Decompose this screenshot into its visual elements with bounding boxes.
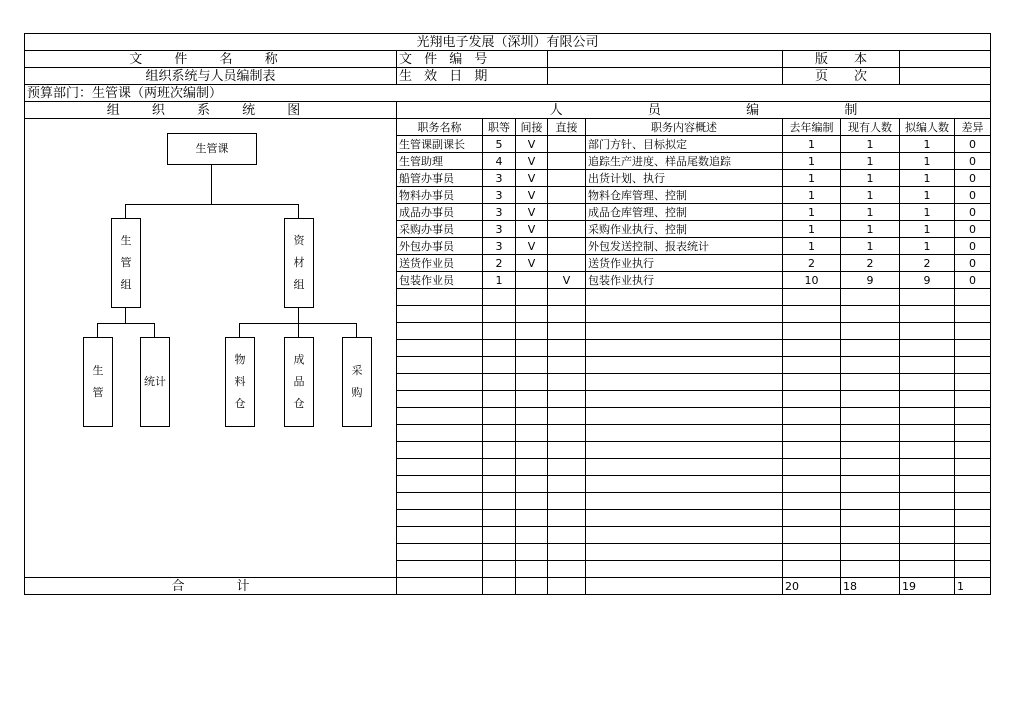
cell-empty <box>586 459 783 476</box>
cell-empty <box>955 340 991 357</box>
cell-empty <box>900 476 955 493</box>
cell-empty <box>548 459 586 476</box>
cell-grade: 5 <box>483 136 516 153</box>
cell-last: 2 <box>783 255 841 272</box>
cell-empty <box>900 527 955 544</box>
page-value <box>900 68 991 85</box>
cell-empty <box>483 578 516 595</box>
staffing-title-4: 制 <box>844 102 858 118</box>
cell-empty <box>900 561 955 578</box>
cell-empty <box>483 527 516 544</box>
cell-empty <box>783 357 841 374</box>
cell-empty <box>548 391 586 408</box>
cell-direct <box>548 187 586 204</box>
org-box-group-b: 资 材 组 <box>284 218 314 308</box>
org-line <box>211 164 212 204</box>
cell-empty <box>900 357 955 374</box>
cell-diff: 0 <box>955 170 991 187</box>
cell-empty <box>783 340 841 357</box>
cell-empty <box>548 374 586 391</box>
staffing-title-2: 员 <box>647 102 661 118</box>
cell-last: 1 <box>783 204 841 221</box>
cell-empty <box>783 527 841 544</box>
version-label: 版 本 <box>783 51 900 68</box>
cell-empty <box>516 357 548 374</box>
cell-empty <box>397 510 483 527</box>
col-header-direct: 直接 <box>548 119 586 136</box>
cell-empty <box>548 578 586 595</box>
total-last: 20 <box>783 578 841 595</box>
org-staffing-form <box>24 33 990 595</box>
cell-title: 采购办事员 <box>397 221 483 238</box>
cell-empty <box>516 476 548 493</box>
cell-last: 10 <box>783 272 841 289</box>
org-box-b2: 成 品 仓 <box>284 337 314 427</box>
cell-empty <box>483 323 516 340</box>
cell-planned: 1 <box>900 136 955 153</box>
cell-empty <box>841 544 900 561</box>
org-box-a2: 统计 <box>140 337 170 427</box>
cell-empty <box>783 289 841 306</box>
cell-empty <box>516 561 548 578</box>
total-planned: 19 <box>900 578 955 595</box>
cell-empty <box>841 510 900 527</box>
page-label: 页 次 <box>783 68 900 85</box>
cell-diff: 0 <box>955 204 991 221</box>
cell-empty <box>397 357 483 374</box>
org-line <box>125 204 298 205</box>
cell-grade: 3 <box>483 221 516 238</box>
cell-direct <box>548 136 586 153</box>
cell-empty <box>548 442 586 459</box>
cell-empty <box>516 323 548 340</box>
cell-last: 1 <box>783 153 841 170</box>
cell-current: 1 <box>841 221 900 238</box>
budget-dept: 预算部门：生管课（两班次编制） <box>25 85 991 102</box>
cell-empty <box>483 391 516 408</box>
cell-empty <box>955 306 991 323</box>
cell-empty <box>900 391 955 408</box>
cell-empty <box>783 425 841 442</box>
cell-empty <box>900 374 955 391</box>
cell-current: 9 <box>841 272 900 289</box>
cell-desc: 物料仓库管理、控制 <box>586 187 783 204</box>
org-line <box>239 323 240 337</box>
cell-empty <box>900 289 955 306</box>
cell-indirect: V <box>516 221 548 238</box>
org-chart-area <box>25 119 397 578</box>
cell-empty <box>548 323 586 340</box>
cell-planned: 1 <box>900 238 955 255</box>
cell-current: 2 <box>841 255 900 272</box>
cell-empty <box>900 425 955 442</box>
cell-empty <box>586 289 783 306</box>
cell-empty <box>397 425 483 442</box>
cell-title: 包装作业员 <box>397 272 483 289</box>
cell-empty <box>483 476 516 493</box>
cell-empty <box>783 493 841 510</box>
cell-empty <box>841 442 900 459</box>
cell-empty <box>783 442 841 459</box>
cell-empty <box>516 442 548 459</box>
cell-empty <box>483 561 516 578</box>
doc-name-label: 文 件 名 称 <box>25 51 397 68</box>
cell-empty <box>955 425 991 442</box>
cell-empty <box>548 408 586 425</box>
cell-empty <box>955 544 991 561</box>
cell-empty <box>397 374 483 391</box>
cell-indirect <box>516 272 548 289</box>
cell-current: 1 <box>841 187 900 204</box>
cell-empty <box>586 510 783 527</box>
cell-empty <box>397 493 483 510</box>
company-name: 光翔电子发展（深圳）有限公司 <box>25 34 991 51</box>
org-box-group-a: 生 管 组 <box>111 218 141 308</box>
cell-empty <box>586 578 783 595</box>
cell-empty <box>841 476 900 493</box>
cell-empty <box>548 289 586 306</box>
cell-diff: 0 <box>955 238 991 255</box>
cell-empty <box>955 391 991 408</box>
cell-desc: 出货计划、执行 <box>586 170 783 187</box>
cell-planned: 2 <box>900 255 955 272</box>
cell-empty <box>900 323 955 340</box>
cell-empty <box>841 527 900 544</box>
cell-title: 物料办事员 <box>397 187 483 204</box>
cell-current: 1 <box>841 170 900 187</box>
staffing-title <box>397 102 991 119</box>
cell-empty <box>516 527 548 544</box>
cell-empty <box>483 510 516 527</box>
version-value <box>900 51 991 68</box>
cell-title: 成品办事员 <box>397 204 483 221</box>
form-table <box>24 33 991 595</box>
cell-planned: 1 <box>900 204 955 221</box>
cell-empty <box>586 561 783 578</box>
cell-empty <box>955 323 991 340</box>
doc-no-label: 文 件 编 号 <box>397 51 548 68</box>
cell-empty <box>955 493 991 510</box>
cell-empty <box>783 391 841 408</box>
cell-planned: 9 <box>900 272 955 289</box>
cell-empty <box>586 442 783 459</box>
cell-title: 船管办事员 <box>397 170 483 187</box>
cell-empty <box>586 374 783 391</box>
cell-indirect: V <box>516 238 548 255</box>
org-box-root: 生管课 <box>167 133 257 165</box>
cell-empty <box>900 408 955 425</box>
cell-empty <box>841 357 900 374</box>
col-header-planned: 拟编人数 <box>900 119 955 136</box>
cell-empty <box>586 357 783 374</box>
cell-empty <box>397 527 483 544</box>
org-line <box>125 204 126 218</box>
cell-empty <box>900 459 955 476</box>
cell-empty <box>516 459 548 476</box>
cell-empty <box>955 289 991 306</box>
cell-empty <box>483 442 516 459</box>
cell-empty <box>841 289 900 306</box>
cell-direct <box>548 204 586 221</box>
cell-title: 送货作业员 <box>397 255 483 272</box>
cell-empty <box>516 391 548 408</box>
cell-empty <box>548 340 586 357</box>
cell-empty <box>841 493 900 510</box>
cell-grade: 3 <box>483 238 516 255</box>
cell-desc: 成品仓库管理、控制 <box>586 204 783 221</box>
staffing-title-1: 人 <box>549 102 563 118</box>
cell-last: 1 <box>783 221 841 238</box>
cell-empty <box>548 425 586 442</box>
col-header-desc: 职务内容概述 <box>586 119 783 136</box>
col-header-title: 职务名称 <box>397 119 483 136</box>
col-header-grade: 职等 <box>483 119 516 136</box>
cell-grade: 3 <box>483 187 516 204</box>
cell-empty <box>397 578 483 595</box>
cell-desc: 送货作业执行 <box>586 255 783 272</box>
cell-empty <box>955 459 991 476</box>
cell-empty <box>516 425 548 442</box>
org-line <box>97 323 98 337</box>
cell-empty <box>955 442 991 459</box>
cell-empty <box>841 561 900 578</box>
cell-empty <box>955 510 991 527</box>
cell-empty <box>586 408 783 425</box>
col-header-indirect: 间接 <box>516 119 548 136</box>
cell-empty <box>841 323 900 340</box>
cell-planned: 1 <box>900 187 955 204</box>
cell-desc: 采购作业执行、控制 <box>586 221 783 238</box>
org-line <box>298 204 299 218</box>
cell-empty <box>586 493 783 510</box>
cell-empty <box>483 408 516 425</box>
cell-empty <box>483 357 516 374</box>
effective-date-label: 生 效 日 期 <box>397 68 548 85</box>
cell-last: 1 <box>783 136 841 153</box>
cell-empty <box>397 289 483 306</box>
cell-empty <box>955 561 991 578</box>
cell-last: 1 <box>783 238 841 255</box>
col-header-current: 现有人数 <box>841 119 900 136</box>
cell-empty <box>955 374 991 391</box>
org-box-b1: 物 料 仓 <box>225 337 255 427</box>
cell-grade: 1 <box>483 272 516 289</box>
cell-planned: 1 <box>900 170 955 187</box>
cell-indirect: V <box>516 136 548 153</box>
cell-empty <box>586 544 783 561</box>
org-line <box>298 323 299 337</box>
cell-indirect: V <box>516 153 548 170</box>
cell-empty <box>548 476 586 493</box>
cell-grade: 2 <box>483 255 516 272</box>
cell-empty <box>397 323 483 340</box>
cell-title: 外包办事员 <box>397 238 483 255</box>
cell-empty <box>841 374 900 391</box>
cell-empty <box>516 510 548 527</box>
doc-no-value <box>548 51 783 68</box>
cell-empty <box>586 323 783 340</box>
cell-empty <box>586 306 783 323</box>
cell-direct <box>548 170 586 187</box>
cell-empty <box>397 459 483 476</box>
cell-empty <box>841 408 900 425</box>
cell-diff: 0 <box>955 187 991 204</box>
cell-empty <box>900 544 955 561</box>
cell-empty <box>586 476 783 493</box>
cell-empty <box>397 306 483 323</box>
cell-current: 1 <box>841 136 900 153</box>
cell-empty <box>516 289 548 306</box>
cell-empty <box>397 561 483 578</box>
cell-empty <box>397 391 483 408</box>
cell-empty <box>548 510 586 527</box>
org-line <box>154 323 155 337</box>
col-header-diff: 差异 <box>955 119 991 136</box>
cell-indirect: V <box>516 187 548 204</box>
cell-last: 1 <box>783 170 841 187</box>
cell-diff: 0 <box>955 153 991 170</box>
cell-last: 1 <box>783 187 841 204</box>
org-line <box>298 307 299 323</box>
cell-empty <box>397 408 483 425</box>
cell-empty <box>483 425 516 442</box>
cell-empty <box>548 306 586 323</box>
cell-empty <box>955 357 991 374</box>
cell-empty <box>783 561 841 578</box>
cell-diff: 0 <box>955 136 991 153</box>
cell-grade: 4 <box>483 153 516 170</box>
cell-empty <box>900 510 955 527</box>
cell-desc: 外包发送控制、报表统计 <box>586 238 783 255</box>
cell-empty <box>548 561 586 578</box>
cell-empty <box>841 391 900 408</box>
total-label: 合 计 <box>25 578 397 595</box>
cell-empty <box>397 442 483 459</box>
cell-empty <box>483 340 516 357</box>
cell-direct <box>548 238 586 255</box>
total-current: 18 <box>841 578 900 595</box>
cell-empty <box>841 340 900 357</box>
cell-empty <box>955 408 991 425</box>
org-line <box>125 307 126 323</box>
cell-empty <box>586 340 783 357</box>
cell-diff: 0 <box>955 272 991 289</box>
cell-empty <box>955 476 991 493</box>
cell-direct <box>548 255 586 272</box>
cell-empty <box>841 306 900 323</box>
cell-empty <box>516 493 548 510</box>
cell-empty <box>516 544 548 561</box>
cell-diff: 0 <box>955 221 991 238</box>
cell-empty <box>483 374 516 391</box>
cell-diff: 0 <box>955 255 991 272</box>
cell-empty <box>783 306 841 323</box>
org-chart-title: 组 织 系 统 图 <box>25 102 397 119</box>
org-chart <box>25 119 397 578</box>
cell-empty <box>783 459 841 476</box>
cell-empty <box>483 289 516 306</box>
cell-indirect: V <box>516 255 548 272</box>
cell-empty <box>783 374 841 391</box>
cell-empty <box>900 493 955 510</box>
cell-desc: 追踪生产进度、样品尾数追踪 <box>586 153 783 170</box>
cell-empty <box>548 357 586 374</box>
cell-title: 生管助理 <box>397 153 483 170</box>
cell-direct <box>548 153 586 170</box>
cell-empty <box>516 340 548 357</box>
cell-grade: 3 <box>483 204 516 221</box>
effective-date-value <box>548 68 783 85</box>
cell-empty <box>900 306 955 323</box>
cell-empty <box>586 391 783 408</box>
cell-empty <box>900 442 955 459</box>
cell-empty <box>841 459 900 476</box>
cell-empty <box>483 493 516 510</box>
cell-empty <box>783 544 841 561</box>
cell-current: 1 <box>841 153 900 170</box>
cell-title: 生管课副课长 <box>397 136 483 153</box>
org-box-a1: 生 管 <box>83 337 113 427</box>
cell-current: 1 <box>841 204 900 221</box>
cell-empty <box>548 527 586 544</box>
cell-empty <box>516 374 548 391</box>
cell-empty <box>783 408 841 425</box>
col-header-last: 去年编制 <box>783 119 841 136</box>
cell-empty <box>783 510 841 527</box>
cell-empty <box>841 425 900 442</box>
cell-empty <box>483 544 516 561</box>
cell-empty <box>955 527 991 544</box>
cell-indirect: V <box>516 170 548 187</box>
cell-desc: 包装作业执行 <box>586 272 783 289</box>
cell-direct: V <box>548 272 586 289</box>
cell-empty <box>483 459 516 476</box>
org-line <box>97 323 154 324</box>
cell-empty <box>516 306 548 323</box>
cell-empty <box>586 527 783 544</box>
staffing-title-3: 编 <box>746 102 760 118</box>
cell-empty <box>586 425 783 442</box>
org-box-b3: 采 购 <box>342 337 372 427</box>
total-row <box>25 578 991 595</box>
cell-empty <box>900 340 955 357</box>
cell-empty <box>397 340 483 357</box>
cell-grade: 3 <box>483 170 516 187</box>
cell-current: 1 <box>841 238 900 255</box>
cell-planned: 1 <box>900 221 955 238</box>
cell-empty <box>783 476 841 493</box>
cell-empty <box>516 578 548 595</box>
org-line <box>356 323 357 337</box>
cell-empty <box>548 544 586 561</box>
cell-empty <box>397 544 483 561</box>
cell-empty <box>516 408 548 425</box>
cell-empty <box>483 306 516 323</box>
cell-desc: 部门方针、目标拟定 <box>586 136 783 153</box>
cell-empty <box>783 323 841 340</box>
doc-name-value: 组织系统与人员编制表 <box>25 68 397 85</box>
cell-empty <box>397 476 483 493</box>
cell-direct <box>548 221 586 238</box>
cell-planned: 1 <box>900 153 955 170</box>
cell-empty <box>548 493 586 510</box>
cell-indirect: V <box>516 204 548 221</box>
total-diff: 1 <box>955 578 991 595</box>
